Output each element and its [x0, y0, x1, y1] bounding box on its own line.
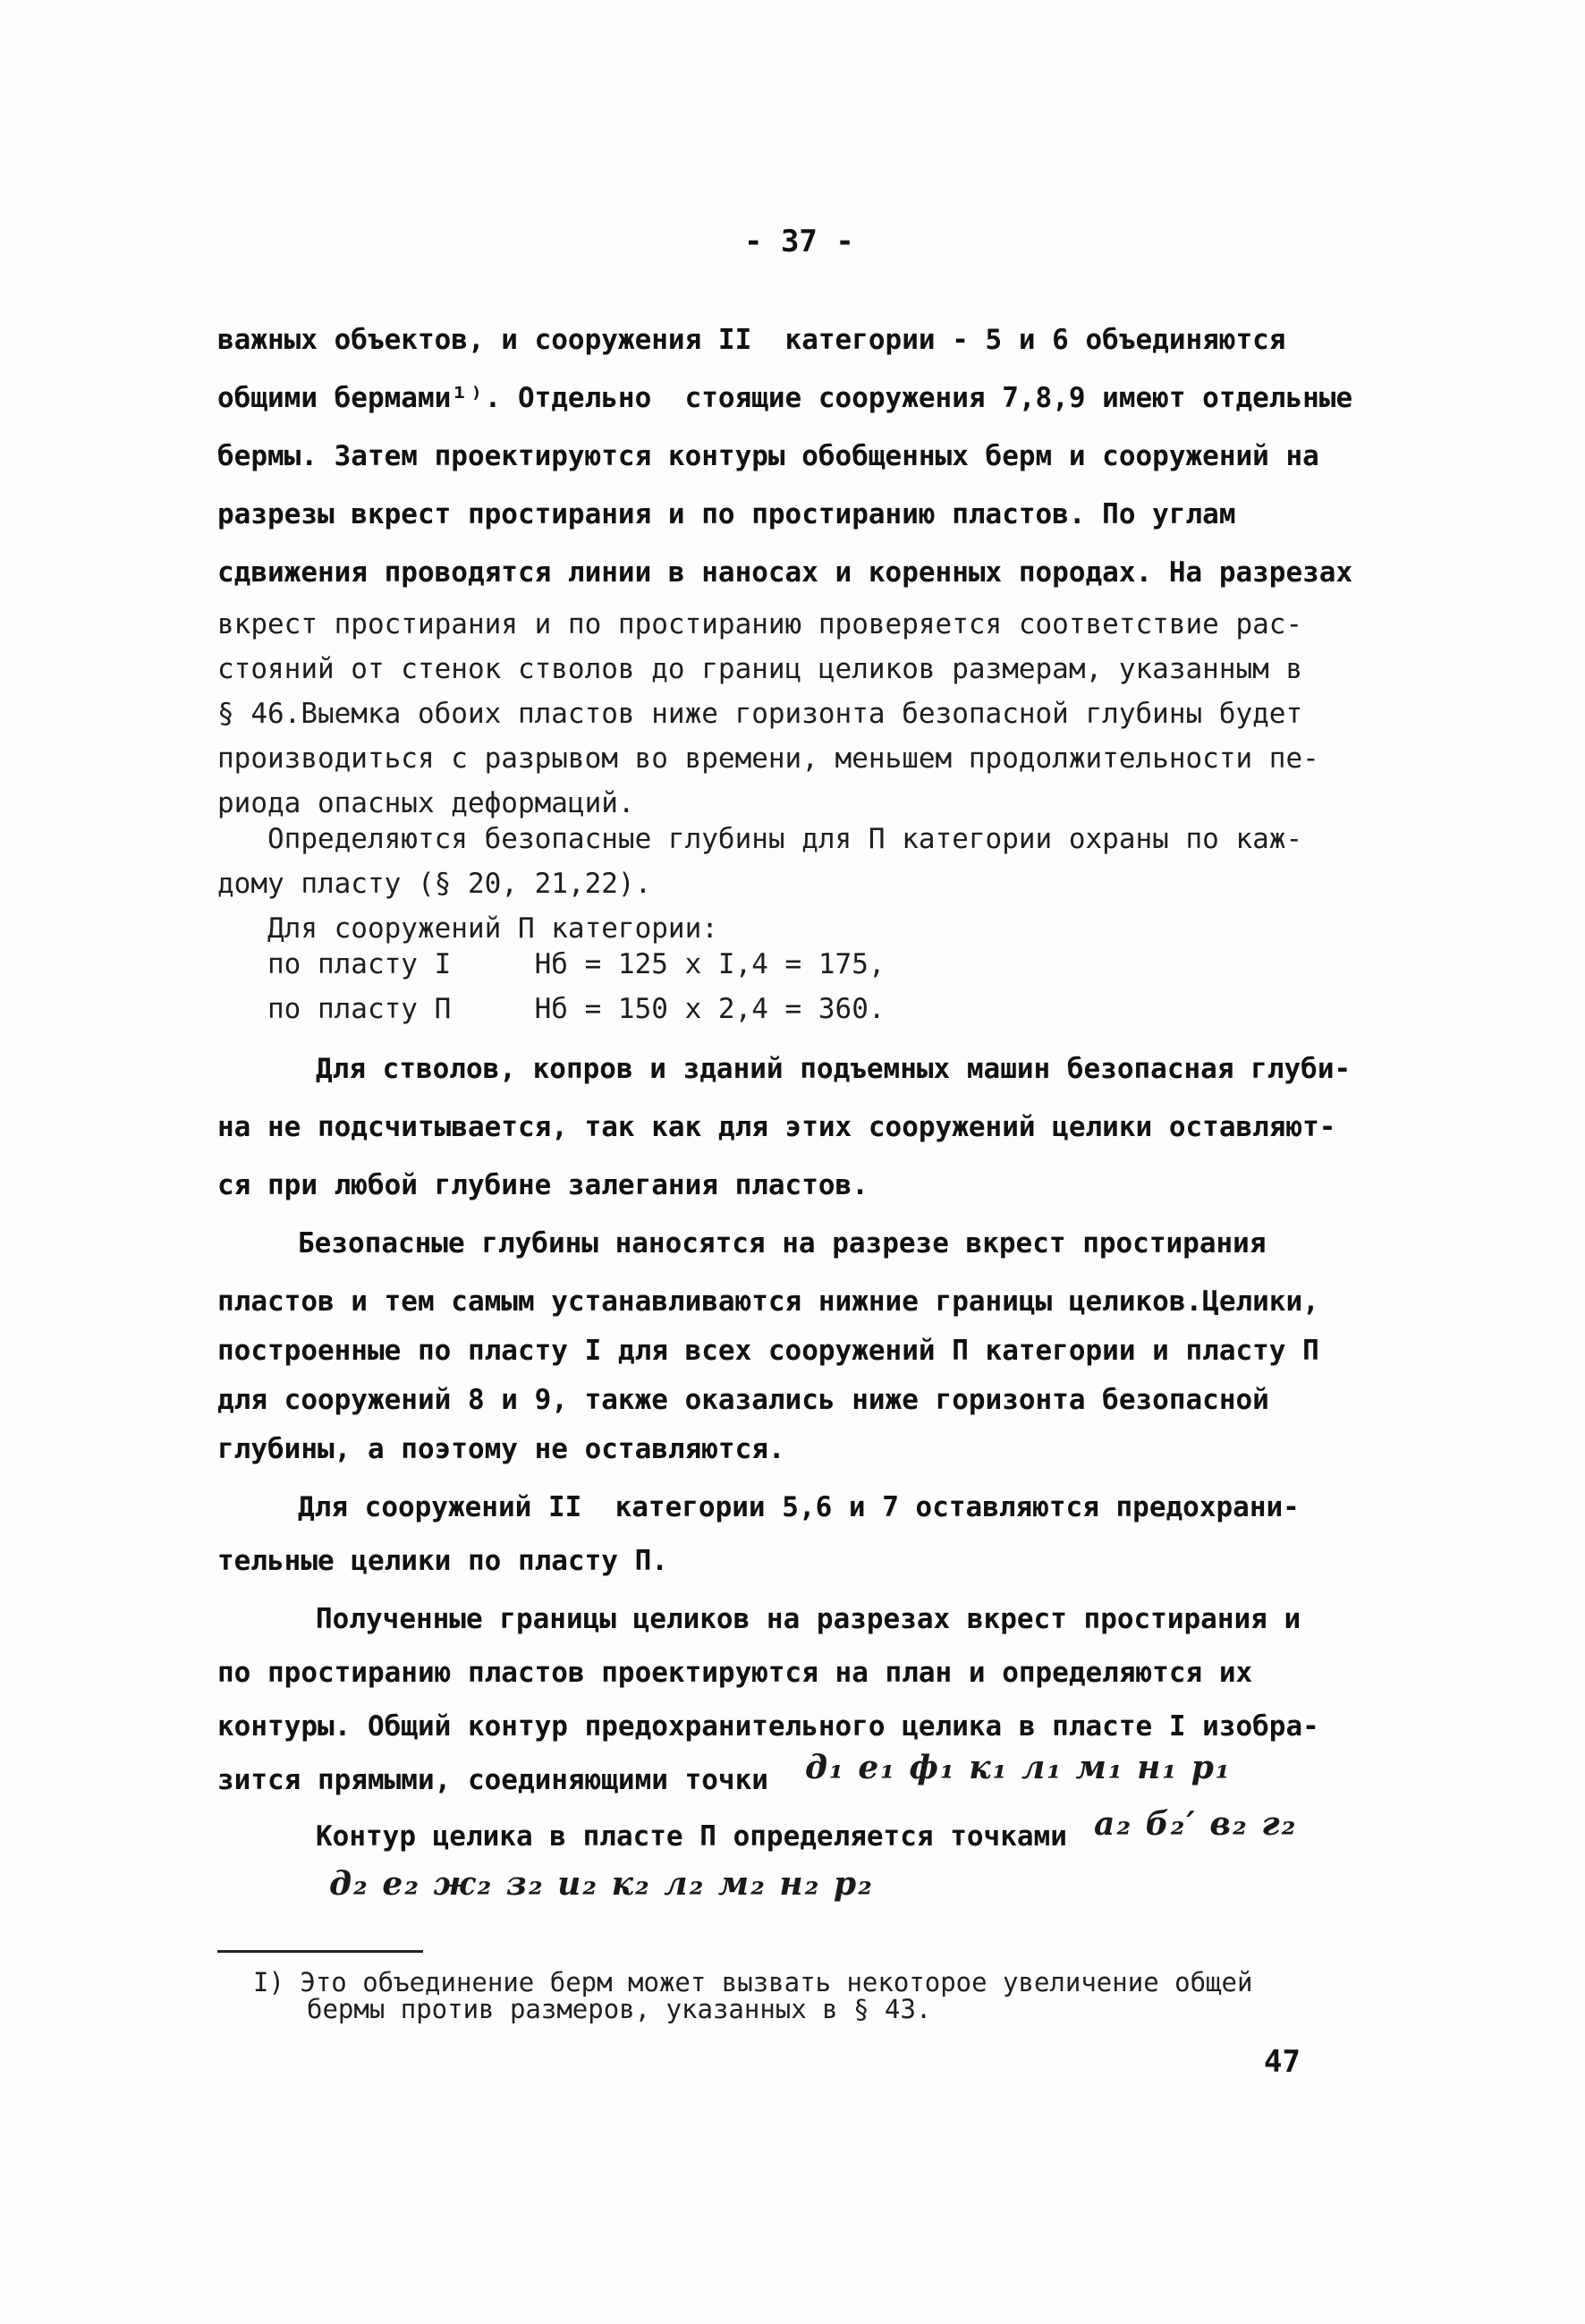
page-number: - 37 -: [744, 224, 854, 259]
footnote-divider: [217, 1950, 423, 1953]
body-line: дому пласту (§ 20, 21,22).: [217, 868, 652, 900]
body-line: § 46.Выемка обоих пластов ниже горизонта безопасной глубины будет: [217, 698, 1303, 730]
body-line: глубины, а поэтому не оставляются.: [217, 1433, 785, 1465]
body-line: Контур целика в пласте П определяется точками: [316, 1820, 1067, 1853]
body-line: построенные по пласту I для всех сооружений П категории и пласту П: [217, 1335, 1319, 1367]
handwritten-points-seam-2-part-1: а₂ б₂′ в₂ г₂: [1094, 1805, 1298, 1843]
body-line: бермы. Затем проектируются контуры обобщенных берм и сооружений на: [217, 440, 1319, 472]
handwritten-points-seam-1: д₁ е₁ ф₁ к₁ л₁ м₁ н₁ р₁: [805, 1749, 1232, 1786]
footnote-line: I) Это объединение берм может вызвать некоторое увеличение общей: [253, 1967, 1253, 1997]
body-line: общими бермами¹⁾. Отдельно стоящие сооружения 7,8,9 имеют отдельные: [217, 382, 1353, 414]
body-line: Безопасные глубины наносятся на разрезе вкрест простирания: [298, 1227, 1267, 1260]
body-line: на не подсчитывается, так как для этих сооружений целики оставляют-: [217, 1111, 1336, 1143]
body-line: пластов и тем самым устанавливаются нижние границы целиков.Целики,: [217, 1285, 1319, 1318]
body-line: Для сооружений II категории 5,6 и 7 оставляются предохрани-: [298, 1491, 1300, 1523]
body-line: Для стволов, копров и зданий подъемных машин безопасная глуби-: [316, 1053, 1352, 1085]
body-line: ся при любой глубине залегания пластов.: [217, 1169, 869, 1201]
body-line: производиться с разрывом во времени, меньшем продолжительности пе-: [217, 742, 1319, 775]
body-line: Определяются безопасные глубины для П категории охраны по каж-: [217, 823, 1303, 855]
body-line: зится прямыми, соединяющими точки: [217, 1764, 768, 1796]
body-line: по пласту П Нб = 150 х 2,4 = 360.: [217, 993, 886, 1025]
body-line: для сооружений 8 и 9, также оказались ниже горизонта безопасной: [217, 1384, 1269, 1416]
body-line: вкрест простирания и по простиранию проверяется соответствие рас-: [217, 608, 1303, 640]
body-line: сдвижения проводятся линии в наносах и коренных породах. На разрезах: [217, 556, 1353, 589]
body-line: тельные целики по пласту П.: [217, 1545, 668, 1577]
sheet-number: 47: [1264, 2044, 1301, 2080]
body-line: по пласту I Нб = 125 х I,4 = 175,: [217, 948, 886, 980]
body-line: Полученные границы целиков на разрезах вкрест простирания и: [316, 1603, 1301, 1635]
footnote-line: бермы против размеров, указанных в § 43.: [307, 1994, 932, 2024]
body-line: риода опасных деформаций.: [217, 787, 635, 819]
body-line: стояний от стенок стволов до границ целиков размерам, указанным в: [217, 653, 1303, 685]
handwritten-points-seam-2-part-2: д₂ е₂ ж₂ з₂ и₂ к₂ л₂ м₂ н₂ р₂: [329, 1865, 874, 1903]
body-line: по простиранию пластов проектируются на план и определяются их: [217, 1657, 1253, 1689]
body-line: важных объектов, и сооружения II категории - 5 и 6 объединяются: [217, 324, 1286, 356]
body-line: разрезы вкрест простирания и по простиранию пластов. По углам: [217, 498, 1236, 530]
body-line: контуры. Общий контур предохранительного целика в пласте I изобра-: [217, 1710, 1319, 1743]
body-line: Для сооружений П категории:: [217, 912, 718, 945]
